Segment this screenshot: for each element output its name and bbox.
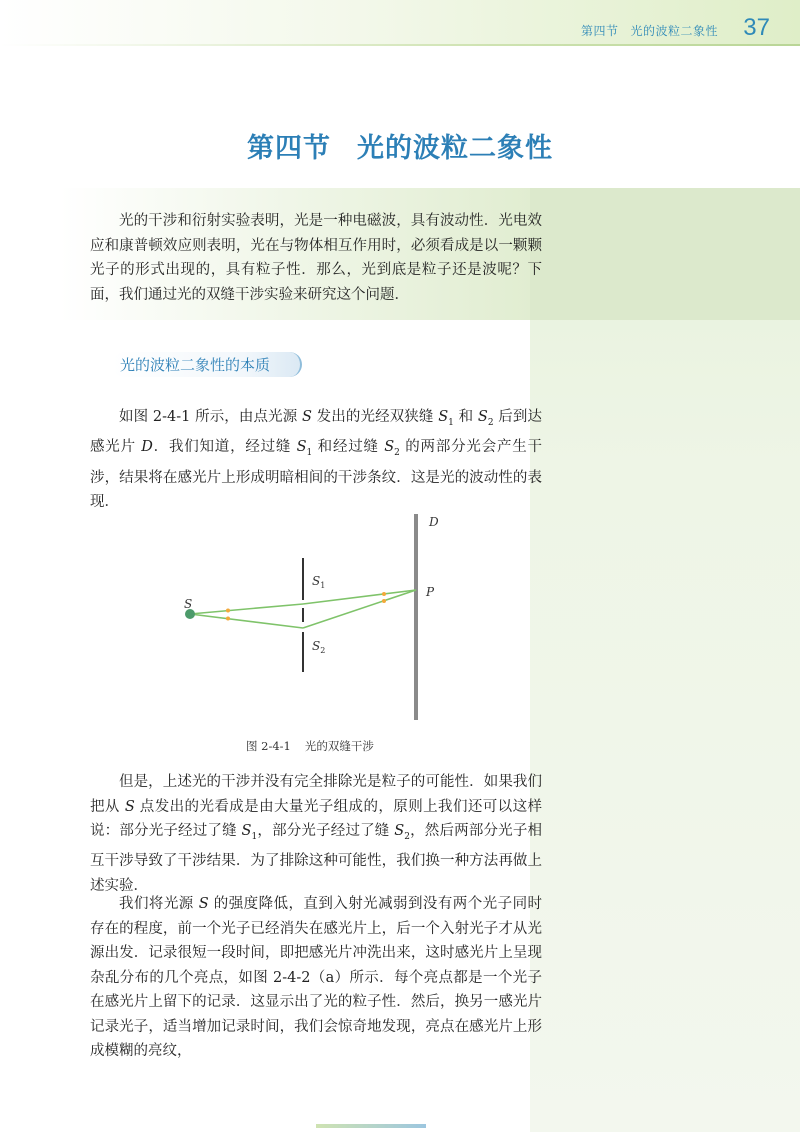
footer-mark bbox=[316, 1124, 426, 1128]
label-s2: $S_2$ bbox=[312, 639, 326, 655]
photon-marker bbox=[382, 599, 386, 603]
caption-text: 光的双缝干涉 bbox=[304, 739, 374, 753]
figure-caption bbox=[246, 738, 374, 754]
title-name: 光的波粒二象性 bbox=[357, 133, 553, 164]
title-section: 第四节 bbox=[247, 133, 331, 164]
photon-marker bbox=[226, 609, 230, 613]
margin-panel bbox=[530, 188, 800, 1132]
header-divider bbox=[0, 44, 800, 46]
screen-d bbox=[414, 514, 418, 720]
photon-marker bbox=[382, 592, 386, 596]
photon-marker bbox=[226, 617, 230, 621]
label-s1: $S_1$ bbox=[312, 574, 326, 590]
label-p: P bbox=[426, 585, 435, 599]
ray-s1-to-p bbox=[303, 590, 416, 604]
running-head-title: 光的波粒二象性 bbox=[630, 24, 718, 38]
label-s: S bbox=[184, 597, 193, 611]
paragraph-2: 但是，上述光的干涉并没有完全排除光是粒子的可能性．如果我们把从 S 点发出的光看成是由大量光子组成的，原则上我们还可以这样说：部分光子经过了缝 $S_1$，部分光子经过了缝 $S_2$，然后两部分光子相互干涉导致了干涉结果．为了排除这种可能性，我们换一种方法再做上述实验． bbox=[90, 774, 543, 894]
label-d: D bbox=[429, 515, 439, 529]
ray-s2-to-p bbox=[303, 590, 416, 628]
running-head bbox=[581, 22, 718, 39]
running-head-section: 第四节 bbox=[580, 24, 619, 38]
double-slit-figure bbox=[170, 510, 460, 730]
page-number: 37 bbox=[743, 14, 770, 41]
intro-paragraph: 光的干涉和衍射实验表明，光是一种电磁波，具有波动性．光电效应和康普顿效应则表明，光在与物体相互作用时，必须看成是以一颗颗光子的形式出现的，具有粒子性．那么，光到底是粒子还是波呢？下面，我们通过光的双缝干涉实验来研究这个问题． bbox=[90, 213, 542, 303]
margin-panel-top bbox=[530, 188, 800, 320]
paragraph-3: 我们将光源 S 的强度降低，直到入射光减弱到没有两个光子同时存在的程度，前一个光子已经消失在感光片上，后一个入射光子才从光源出发．记录很短一段时间，即把感光片冲洗出来，这时感光片上呈现杂乱分布的几个亮点，如图 2-4-2（a）所示．每个亮点都是一个光子在感光片上留下的记录．这显示出了光的粒子性．然后，换另一感光片记录光子，适当增加记录时间，我们会惊奇地发现，亮点在感光片上形成模糊的亮纹， bbox=[90, 896, 543, 1059]
ray-s-to-s2 bbox=[190, 614, 303, 628]
paragraph-1: 如图 2-4-1 所示，由点光源 S 发出的光经双狭缝 $S_1$ 和 $S_2$ 后到达感光片 D．我们知道，经过缝 $S_1$ 和经过缝 $S_2$ 的两部分光会产生干涉，结果将在感光片上形成明暗相间的干涉条纹．这是光的波动性的表现． bbox=[90, 409, 543, 511]
double-slit-diagram bbox=[170, 510, 460, 730]
ray-s-to-s1 bbox=[190, 604, 303, 614]
caption-number: 图 2-4-1 bbox=[246, 739, 291, 753]
page-title bbox=[0, 126, 800, 165]
subsection-heading: 光的波粒二象性的本质 bbox=[112, 352, 302, 377]
